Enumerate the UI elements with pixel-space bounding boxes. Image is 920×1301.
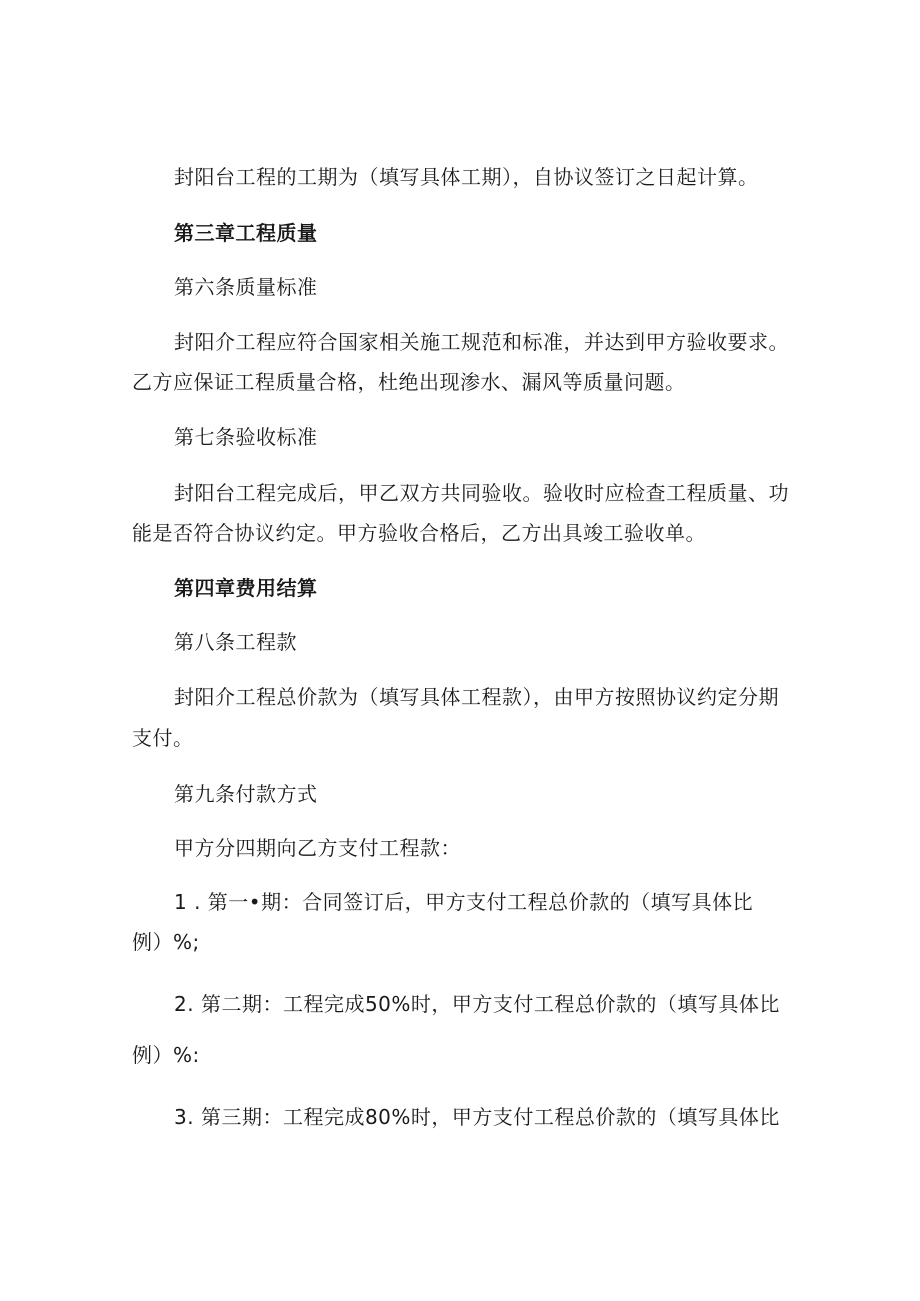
paragraph-line: 甲方分四期向乙方支付工程款：	[174, 836, 461, 860]
chapter-heading: 第三章工程质量	[174, 221, 318, 245]
list-item-line: 2. 第二期：工程完成50%时，甲方支付工程总价款的（填写具体比	[174, 992, 780, 1016]
list-item-line: 3. 第三期：工程完成80%时，甲方支付工程总价款的（填写具体比	[174, 1105, 780, 1129]
paragraph-line: 封阳台工程完成后，甲乙双方共同验收。验收时应检查工程质量、功	[174, 481, 789, 505]
paragraph-line: 封阳台工程的工期为（填写具体工期），自协议签订之日起计算。	[174, 165, 759, 189]
chapter-heading: 第四章费用结算	[174, 576, 318, 600]
paragraph-line: 能是否符合协议约定。甲方验收合格后，乙方出具竣工验收单。	[132, 521, 706, 545]
article-heading: 第六条质量标准	[174, 275, 318, 299]
article-heading: 第八条工程款	[174, 630, 297, 654]
article-heading: 第九条付款方式	[174, 782, 318, 806]
list-item-line: 1 . 第一•期：合同签订后，甲方支付工程总价款的（填写具体比	[174, 890, 754, 914]
article-heading: 第七条验收标准	[174, 425, 318, 449]
list-item-line: 例）%:	[132, 1043, 200, 1067]
paragraph-line: 封阳介工程总价款为（填写具体工程款），由甲方按照协议约定分期	[174, 685, 779, 709]
list-item-line: 例）%;	[132, 930, 200, 954]
paragraph-line: 乙方应保证工程质量合格，杜绝出现渗水、漏风等质量问题。	[132, 370, 686, 394]
paragraph-line: 支付。	[132, 726, 194, 750]
paragraph-line: 封阳介工程应符合国家相关施工规范和标准，并达到甲方验收要求。	[174, 330, 789, 354]
